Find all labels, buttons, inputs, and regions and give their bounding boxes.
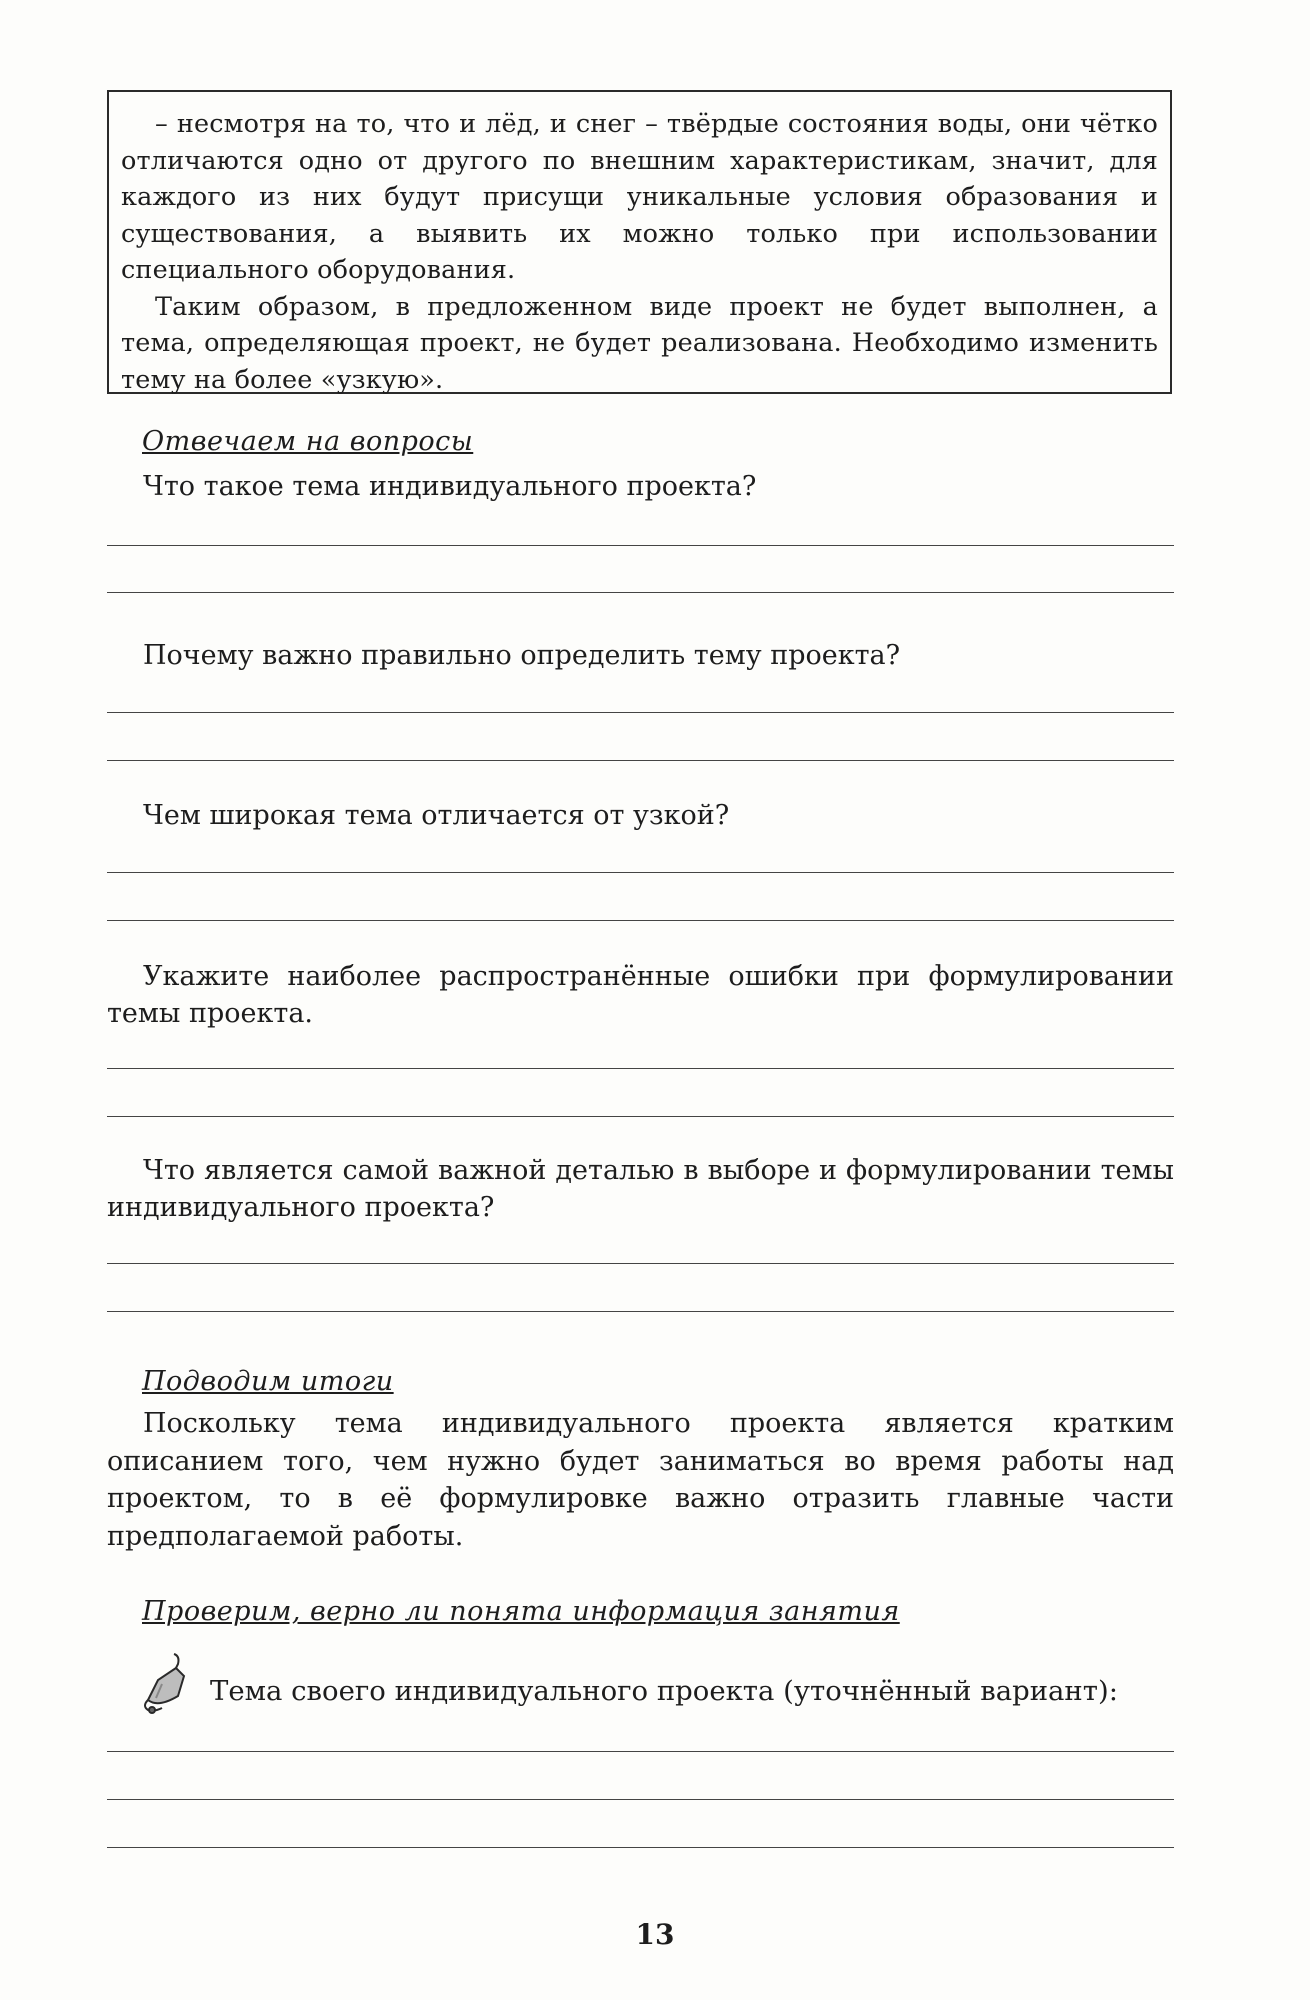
answer-line[interactable] [107, 1311, 1174, 1312]
box-paragraph-2: Таким образом, в предложенном виде проект не будет выполнен, а тема, определяющая проект, не будет реализована. Необходимо изменить тему на более «узкую». [121, 291, 1158, 395]
section-heading-answers: Отвечаем на вопросы [142, 426, 474, 457]
question-3: Чем широкая тема отличается от узкой? [143, 800, 730, 831]
answer-line[interactable] [107, 872, 1174, 873]
box-paragraph-1: – несмотря на то, что и лёд, и снег – твёрдые состояния воды, они чётко отличаются одно от другого по внешним характеристикам, значит, для каждого из них будут присущи уникальные условия образования и существования, а выявить их можно только при использовании специального оборудования. [121, 109, 1158, 285]
question-4: Укажите наиболее распространённые ошибки при формулировании темы проекта. [107, 961, 1174, 1029]
project-topic-prompt: Тема своего индивидуального проекта (уточнённый вариант): [210, 1675, 1118, 1707]
answer-line[interactable] [107, 760, 1174, 761]
section-heading-summary: Подводим итоги [142, 1366, 394, 1397]
question-2: Почему важно правильно определить тему проекта? [143, 640, 901, 671]
answer-line[interactable] [107, 1751, 1174, 1752]
answer-line[interactable] [107, 712, 1174, 713]
answer-line[interactable] [107, 592, 1174, 593]
example-box [107, 90, 1172, 394]
summary-paragraph: Поскольку тема индивидуального проекта является кратким описанием того, чем нужно будет заниматься во время работы над проектом, то в её формулировке важно отразить главные части предполагаемой работы. [107, 1408, 1174, 1552]
answer-line[interactable] [107, 1068, 1174, 1069]
answer-line[interactable] [107, 545, 1174, 546]
answer-line[interactable] [107, 1799, 1174, 1800]
bell-icon [138, 1650, 194, 1716]
answer-line[interactable] [107, 920, 1174, 921]
section-heading-check: Проверим, верно ли понята информация занятия [142, 1596, 900, 1627]
page-number: 13 [635, 1918, 675, 1951]
question-5: Что является самой важной деталью в выборе и формулировании темы индивидуального проекта? [107, 1155, 1174, 1223]
question-1: Что такое тема индивидуального проекта? [143, 471, 757, 502]
answer-line[interactable] [107, 1263, 1174, 1264]
answer-line[interactable] [107, 1847, 1174, 1848]
answer-line[interactable] [107, 1116, 1174, 1117]
